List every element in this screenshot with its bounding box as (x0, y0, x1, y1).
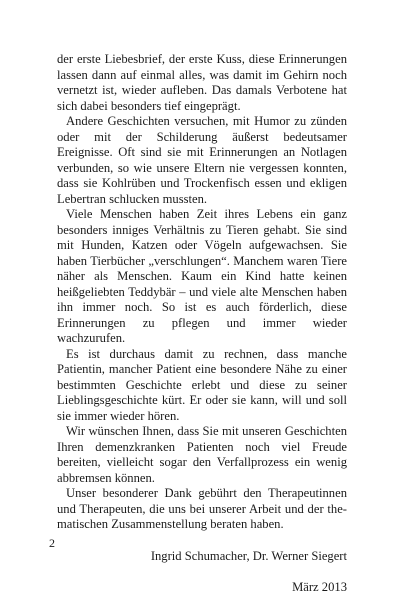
body-text (57, 52, 347, 596)
author-signature: Ingrid Schumacher, Dr. Werner Siegert (150, 548, 347, 563)
paragraph-2: Andere Geschichten versuchen, mit Humor zu zünden oder mit der Schilderung äußerst bedeutsamer Ereignisse. Oft sind sie mit Erinnerungen an Notlagen verbunden, so wie unsere Eltern nie vergessen konnten, dass sie Kohlrüben und Trockenfisch essen und ekligen Lebertran schlucken mussten. (57, 114, 347, 206)
paragraph-4: Es ist durchaus damit zu rechnen, dass manche Patientin, mancher Patient eine besondere Nähe zu einer bestimmten Geschichte erlebt und diese zu seiner Lieblingsgeschichte kürt. Er oder sie kann, will und soll sie immer wieder hören. (57, 346, 347, 423)
paragraph-6: Unser besonderer Dank gebührt den Therapeutinnen und Therapeuten, die uns bei unserer Arbeit und der thematischen Zusammenstellung beraten haben. (57, 486, 347, 531)
page-number: 2 (49, 536, 55, 550)
date-line: März 2013 (292, 580, 347, 594)
paragraph-5: Wir wünschen Ihnen, dass Sie mit unseren Geschichten Ihren demenzkranken Patienten noch viel Freude bereiten, vielleicht sogar den Verfallprozess ein wenig abbremsen können. (57, 424, 347, 485)
paragraph-3: Viele Menschen haben Zeit ihres Lebens ein ganz besonders inniges Verhältnis zu Tieren gehabt. Sie sind mit Hunden, Katzen oder Vögeln aufgewachsen. Sie haben Tierbücher „verschlungen“. Manchem waren Tiere näher als Menschen. Kaum ein Kind hatte keinen heißgeliebten Teddybär – und viele alte Menschen haben ihn immer noch. So ist es auch förderlich, diese Erinnerungen zu pflegen und immer wieder wachzurufen. (57, 207, 347, 345)
paragraph-1: der erste Liebesbrief, der erste Kuss, diese Erinnerungen lassen dann auf einmal alles, was damit im Gehirn noch vernetzt ist, wieder aufleben. Das damals Verbotene hat sich dabei besonders tief eingeprägt. (57, 52, 347, 113)
